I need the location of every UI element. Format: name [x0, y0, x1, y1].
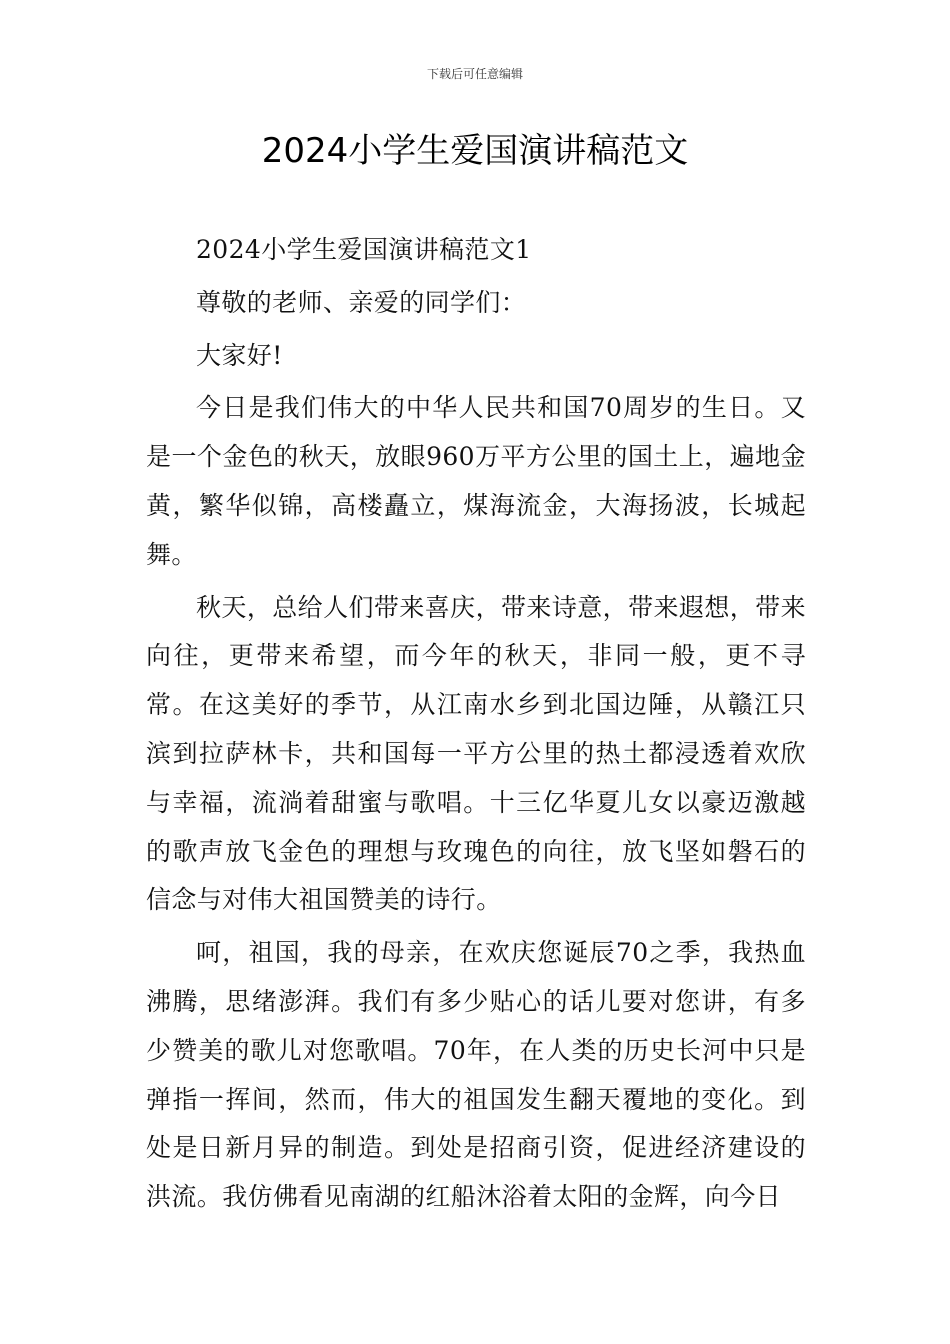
salutation-paragraph: 尊敬的老师、亲爱的同学们：	[196, 287, 527, 317]
document-title: 2024小学生爱国演讲稿范文	[261, 131, 689, 171]
greeting-paragraph: 大家好!	[196, 340, 283, 370]
document-body	[146, 226, 806, 1222]
body-paragraph: 今日是我们伟大的中华人民共和国70周岁的生日。又是一个金色的秋天，放眼960万平方公里的国土上，遍地金黄，繁华似锦，高楼矗立，煤海流金，大海扬波，长城起舞。	[146, 393, 806, 569]
body-paragraph: 秋天，总给人们带来喜庆，带来诗意，带来遐想，带来向往，更带来希望，而今年的秋天，非同一般，更不寻常。在这美好的季节，从江南水乡到北国边陲，从赣江只滨到拉萨林卡，共和国每一平方公里的热土都浸透着欢欣与幸福，流淌着甜蜜与歌唱。十三亿华夏儿女以豪迈激越的歌声放飞金色的理想与玫瑰色的向往，放飞坚如磐石的信念与对伟大祖国赞美的诗行。	[146, 592, 806, 915]
body-paragraph: 呵，祖国，我的母亲，在欢庆您诞辰70之季，我热血沸腾，思绪澎湃。我们有多少贴心的话儿要对您讲，有多少赞美的歌儿对您歌唱。70年，在人类的历史长河中只是弹指一挥间，然而，伟大的祖国发生翻天覆地的变化。到处是日新月异的制造。到处是招商引资，促进经济建设的洪流。我仿佛看见南湖的红船沐浴着太阳的金辉，向今日	[146, 938, 806, 1212]
header-note: 下载后可任意编辑	[426, 67, 523, 81]
subtitle-paragraph: 2024小学生爱国演讲稿范文1	[196, 235, 532, 264]
